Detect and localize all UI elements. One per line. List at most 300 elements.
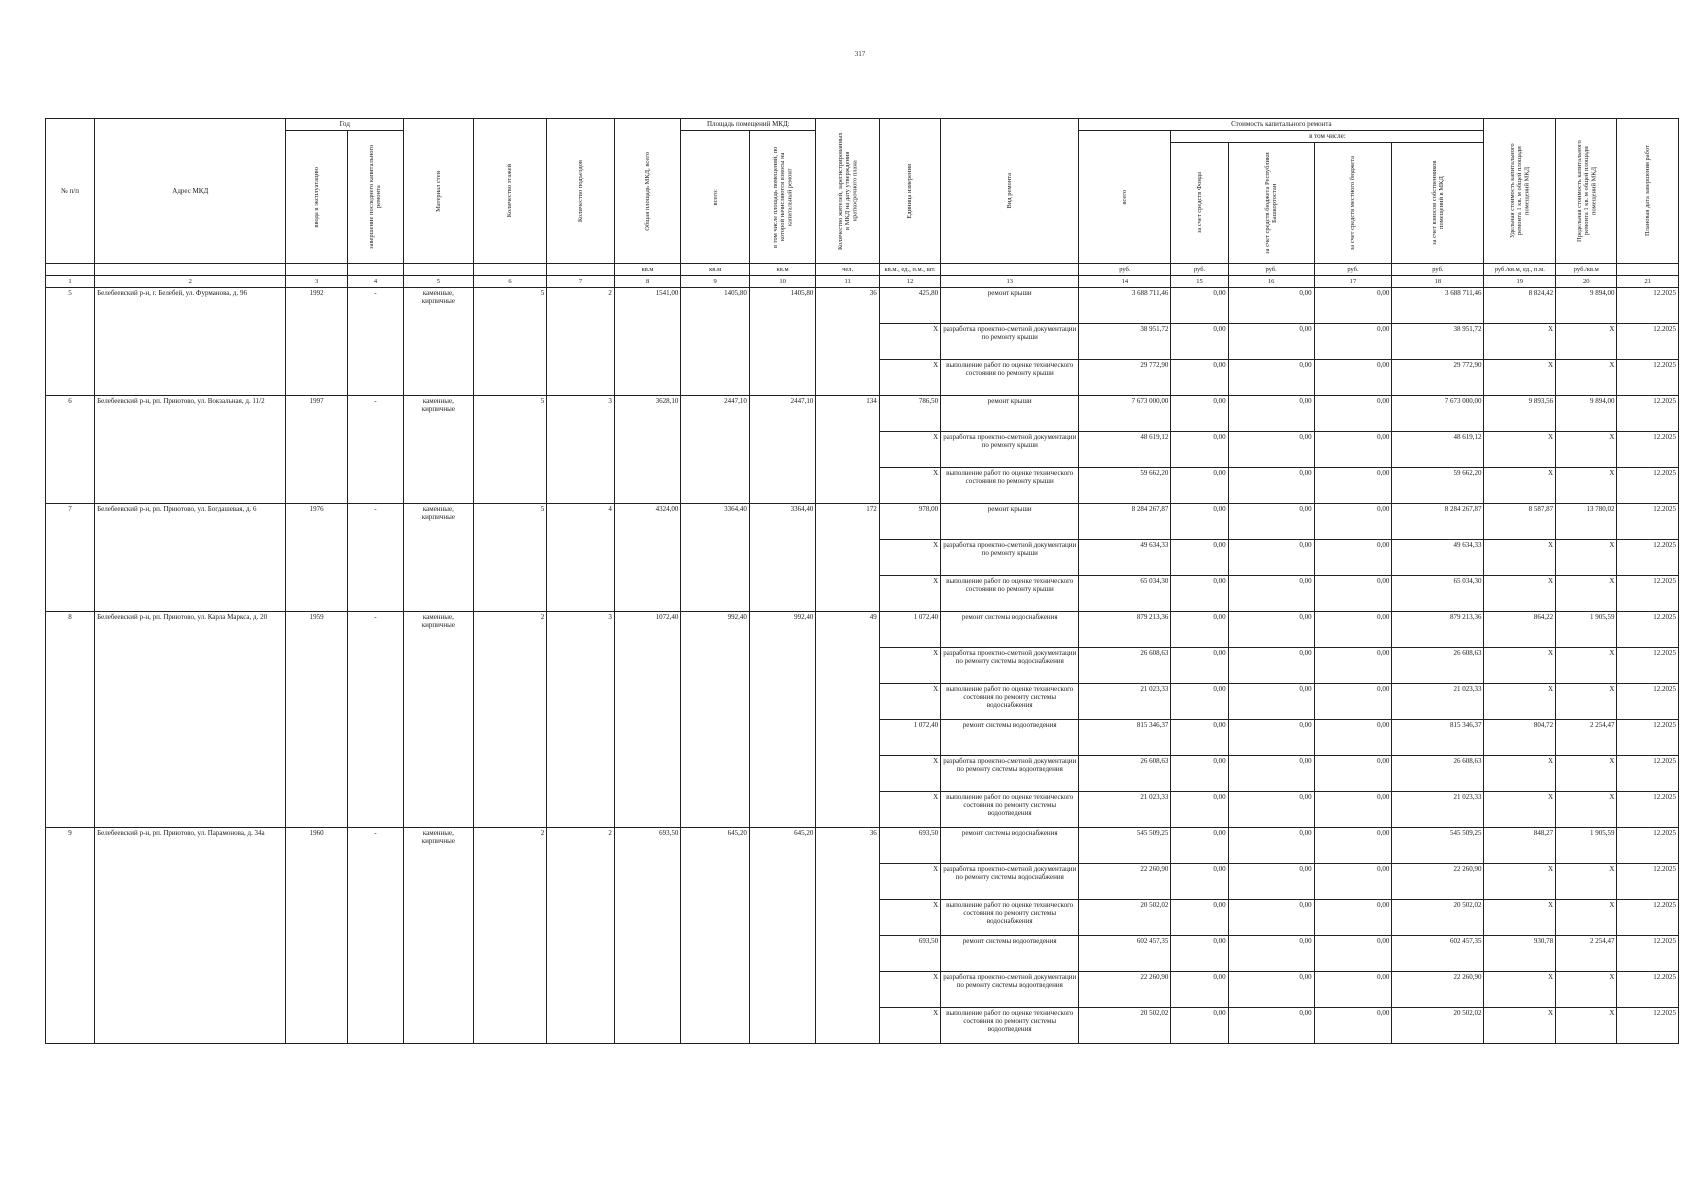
measure-value: X <box>879 972 940 1008</box>
limit-cost: X <box>1556 900 1617 936</box>
repair-type: выполнение работ по оценке технического состояния по ремонту системы водоотведения <box>941 792 1079 828</box>
unit-cell: чел. <box>816 264 879 276</box>
cost-total: 48 619,12 <box>1079 432 1171 468</box>
limit-cost: X <box>1556 972 1617 1008</box>
unit-cost: 8 587,87 <box>1484 504 1556 540</box>
header-wall-material <box>404 119 474 264</box>
repair-type: разработка проектно-сметной документации по ремонту крыши <box>941 540 1079 576</box>
unit-cell: кв.м <box>749 264 816 276</box>
header-cost-group: Стоимость капитального ремонта <box>1079 119 1484 131</box>
entrances-count: 2 <box>547 288 615 396</box>
header-no: № п/п <box>46 119 95 264</box>
repair-type: ремонт крыши <box>941 396 1079 432</box>
header-floors-text: Количество этажей <box>506 164 514 218</box>
header-premises-total <box>681 131 750 264</box>
unit-cell <box>473 264 547 276</box>
cost-local: 0,00 <box>1314 324 1392 360</box>
column-number-cell: 6 <box>473 276 547 288</box>
cost-total: 65 034,30 <box>1079 576 1171 612</box>
cost-owners: 602 457,35 <box>1392 936 1484 972</box>
cost-fund: 0,00 <box>1171 576 1228 612</box>
cost-owners: 22 260,90 <box>1392 864 1484 900</box>
header-limit-cost <box>1556 119 1617 264</box>
column-number-cell: 8 <box>614 276 681 288</box>
house-address: Белебеевский р-н, рп. Приютово, ул. Парамонова, д. 34а <box>95 828 286 1044</box>
repair-type: выполнение работ по оценке технического состояния по ремонту крыши <box>941 360 1079 396</box>
cost-total: 7 673 000,00 <box>1079 396 1171 432</box>
year-last-repair: - <box>347 396 403 504</box>
premises-area: 645,20 <box>681 828 750 1044</box>
cost-local: 0,00 <box>1314 828 1392 864</box>
page-number: 317 <box>854 50 866 58</box>
cost-fund: 0,00 <box>1171 684 1228 720</box>
cost-republic: 0,00 <box>1228 396 1314 432</box>
column-number-cell: 14 <box>1079 276 1171 288</box>
cost-owners: 65 034,30 <box>1392 576 1484 612</box>
cost-fund: 0,00 <box>1171 324 1228 360</box>
measure-value: X <box>879 324 940 360</box>
year-last-repair: - <box>347 612 403 828</box>
cost-local: 0,00 <box>1314 864 1392 900</box>
limit-cost: 1 905,59 <box>1556 828 1617 864</box>
unit-cost: X <box>1484 540 1556 576</box>
header-year-commission-text: ввода в эксплуатацию <box>313 166 321 228</box>
unit-cost: 930,78 <box>1484 936 1556 972</box>
entrances-count: 3 <box>547 612 615 828</box>
column-number-cell: 1 <box>46 276 95 288</box>
premises-repair-area: 992,40 <box>749 612 816 828</box>
deadline: 12.2025 <box>1617 756 1679 792</box>
total-area: 3628,10 <box>614 396 681 504</box>
deadline: 12.2025 <box>1617 396 1679 432</box>
cost-republic: 0,00 <box>1228 288 1314 324</box>
measure-value: 425,80 <box>879 288 940 324</box>
year-commission: 1976 <box>286 504 347 612</box>
cost-local: 0,00 <box>1314 288 1392 324</box>
limit-cost: 9 894,00 <box>1556 396 1617 432</box>
measure-value: X <box>879 864 940 900</box>
cost-fund: 0,00 <box>1171 828 1228 864</box>
cost-total: 22 260,90 <box>1079 972 1171 1008</box>
total-area: 4324,00 <box>614 504 681 612</box>
wall-material: каменные, кирпичные <box>404 828 474 1044</box>
column-number-cell: 18 <box>1392 276 1484 288</box>
cost-republic: 0,00 <box>1228 432 1314 468</box>
header-entrances <box>547 119 615 264</box>
repair-type: ремонт крыши <box>941 504 1079 540</box>
cost-total: 20 502,02 <box>1079 900 1171 936</box>
measure-value: 786,50 <box>879 396 940 432</box>
row-number: 5 <box>46 288 95 396</box>
column-number-cell: 7 <box>547 276 615 288</box>
floors-count: 2 <box>473 828 547 1044</box>
cost-fund: 0,00 <box>1171 648 1228 684</box>
row-number: 9 <box>46 828 95 1044</box>
premises-repair-area: 645,20 <box>749 828 816 1044</box>
cost-republic: 0,00 <box>1228 756 1314 792</box>
limit-cost: X <box>1556 360 1617 396</box>
measure-value: X <box>879 900 940 936</box>
repair-type: ремонт системы водоснабжения <box>941 828 1079 864</box>
deadline: 12.2025 <box>1617 972 1679 1008</box>
premises-area: 1405,80 <box>681 288 750 396</box>
unit-cost: 848,27 <box>1484 828 1556 864</box>
limit-cost: X <box>1556 324 1617 360</box>
header-measure-text: Единица измерения <box>906 163 914 219</box>
measure-value: 978,00 <box>879 504 940 540</box>
premises-repair-area: 1405,80 <box>749 288 816 396</box>
unit-cost: 8 824,42 <box>1484 288 1556 324</box>
table-row <box>46 612 1679 648</box>
total-area: 1541,00 <box>614 288 681 396</box>
header-total-area-text: Общая площадь МКД, всего <box>643 151 651 231</box>
unit-cost: X <box>1484 864 1556 900</box>
cost-republic: 0,00 <box>1228 576 1314 612</box>
unit-cell <box>347 264 403 276</box>
header-floors <box>473 119 547 264</box>
table-row <box>46 504 1679 540</box>
cost-total: 21 023,33 <box>1079 684 1171 720</box>
entrances-count: 2 <box>547 828 615 1044</box>
cost-total: 545 509,25 <box>1079 828 1171 864</box>
cost-fund: 0,00 <box>1171 432 1228 468</box>
measure-value: X <box>879 684 940 720</box>
repair-type: разработка проектно-сметной документации по ремонту системы водоснабжения <box>941 648 1079 684</box>
deadline: 12.2025 <box>1617 612 1679 648</box>
row-number: 6 <box>46 396 95 504</box>
deadline: 12.2025 <box>1617 900 1679 936</box>
table-row <box>46 828 1679 864</box>
residents-count: 36 <box>816 828 879 1044</box>
column-number-cell: 16 <box>1228 276 1314 288</box>
cost-fund: 0,00 <box>1171 936 1228 972</box>
repair-type: выполнение работ по оценке технического состояния по ремонту системы водоснабжения <box>941 684 1079 720</box>
unit-cost: X <box>1484 972 1556 1008</box>
repair-type: разработка проектно-сметной документации по ремонту крыши <box>941 432 1079 468</box>
limit-cost: X <box>1556 540 1617 576</box>
repair-type: выполнение работ по оценке технического состояния по ремонту крыши <box>941 468 1079 504</box>
cost-total: 26 608,63 <box>1079 756 1171 792</box>
cost-republic: 0,00 <box>1228 540 1314 576</box>
cost-fund: 0,00 <box>1171 504 1228 540</box>
header-cost-local <box>1314 143 1392 264</box>
year-commission: 1960 <box>286 828 347 1044</box>
year-last-repair: - <box>347 288 403 396</box>
limit-cost: X <box>1556 756 1617 792</box>
header-residents <box>816 119 879 264</box>
wall-material: каменные, кирпичные <box>404 288 474 396</box>
unit-cost: X <box>1484 1008 1556 1044</box>
cost-republic: 0,00 <box>1228 936 1314 972</box>
cost-owners: 545 509,25 <box>1392 828 1484 864</box>
header-cost-owners <box>1392 143 1484 264</box>
column-number-cell: 11 <box>816 276 879 288</box>
unit-cell: руб. <box>1079 264 1171 276</box>
limit-cost: X <box>1556 864 1617 900</box>
unit-cell: руб. <box>1171 264 1228 276</box>
header-repair-type <box>941 119 1079 264</box>
cost-owners: 7 673 000,00 <box>1392 396 1484 432</box>
cost-republic: 0,00 <box>1228 612 1314 648</box>
unit-cell <box>46 264 95 276</box>
units-row <box>46 264 1679 276</box>
cost-local: 0,00 <box>1314 792 1392 828</box>
unit-cost: X <box>1484 576 1556 612</box>
measure-value: 1 072,40 <box>879 612 940 648</box>
limit-cost: 9 894,00 <box>1556 288 1617 324</box>
unit-cost: X <box>1484 468 1556 504</box>
cost-owners: 8 284 267,87 <box>1392 504 1484 540</box>
cost-total: 815 346,37 <box>1079 720 1171 756</box>
unit-cell: кв.м <box>681 264 750 276</box>
cost-total: 21 023,33 <box>1079 792 1171 828</box>
measure-value: 1 072,40 <box>879 720 940 756</box>
premises-area: 992,40 <box>681 612 750 828</box>
deadline: 12.2025 <box>1617 324 1679 360</box>
header-including: в том числе: <box>1171 131 1484 143</box>
cost-local: 0,00 <box>1314 756 1392 792</box>
year-commission: 1992 <box>286 288 347 396</box>
column-numbers-row <box>46 276 1679 288</box>
column-number-cell: 13 <box>941 276 1079 288</box>
deadline: 12.2025 <box>1617 1008 1679 1044</box>
limit-cost: 2 254,47 <box>1556 936 1617 972</box>
house-address: Белебеевский р-н, рп. Приютово, ул. Богдашевая, д. 6 <box>95 504 286 612</box>
year-commission: 1997 <box>286 396 347 504</box>
cost-fund: 0,00 <box>1171 396 1228 432</box>
header-cost-owners-text: за счет взносов собственников помещений в МКД <box>1430 160 1445 246</box>
measure-value: X <box>879 756 940 792</box>
column-number-cell: 17 <box>1314 276 1392 288</box>
unit-cost: 864,22 <box>1484 612 1556 648</box>
cost-owners: 879 213,36 <box>1392 612 1484 648</box>
cost-owners: 29 772,90 <box>1392 360 1484 396</box>
house-address: Белебеевский р-н, рп. Приютово, ул. Карла Маркса, д. 20 <box>95 612 286 828</box>
header-address: Адрес МКД <box>95 119 286 264</box>
column-number-cell: 19 <box>1484 276 1556 288</box>
measure-value: X <box>879 648 940 684</box>
unit-cost: 9 893,56 <box>1484 396 1556 432</box>
floors-count: 5 <box>473 288 547 396</box>
header-entrances-text: Количество подъездов <box>576 159 584 223</box>
cost-local: 0,00 <box>1314 504 1392 540</box>
cost-owners: 20 502,02 <box>1392 900 1484 936</box>
cost-local: 0,00 <box>1314 396 1392 432</box>
entrances-count: 4 <box>547 504 615 612</box>
cost-local: 0,00 <box>1314 360 1392 396</box>
column-number-cell: 10 <box>749 276 816 288</box>
unit-cell: кв.м <box>614 264 681 276</box>
deadline: 12.2025 <box>1617 792 1679 828</box>
header-measure <box>879 119 940 264</box>
cost-owners: 20 502,02 <box>1392 1008 1484 1044</box>
column-number-cell: 4 <box>347 276 403 288</box>
header-premises-total-text: всего: <box>711 188 719 206</box>
header-year-last-repair <box>347 131 403 264</box>
cost-republic: 0,00 <box>1228 900 1314 936</box>
column-number-cell: 9 <box>681 276 750 288</box>
cost-republic: 0,00 <box>1228 504 1314 540</box>
premises-area: 2447,10 <box>681 396 750 504</box>
measure-value: X <box>879 432 940 468</box>
unit-cell <box>1617 264 1679 276</box>
limit-cost: X <box>1556 792 1617 828</box>
total-area: 1072,40 <box>614 612 681 828</box>
measure-value: X <box>879 576 940 612</box>
cost-owners: 22 260,90 <box>1392 972 1484 1008</box>
header-limit-cost-text: Предельная стоимость капитального ремонта 1 кв. м общей площади помещений МКД <box>1575 140 1597 242</box>
unit-cell: руб./кв.м <box>1556 264 1617 276</box>
cost-owners: 21 023,33 <box>1392 684 1484 720</box>
measure-value: X <box>879 360 940 396</box>
cost-owners: 3 688 711,46 <box>1392 288 1484 324</box>
cost-local: 0,00 <box>1314 576 1392 612</box>
cost-total: 20 502,02 <box>1079 1008 1171 1044</box>
header-cost-republic-text: за счет средств бюджета Республики Башкортостан <box>1263 152 1279 254</box>
cost-owners: 26 608,63 <box>1392 756 1484 792</box>
cost-republic: 0,00 <box>1228 648 1314 684</box>
cost-total: 8 284 267,87 <box>1079 504 1171 540</box>
column-number-cell: 20 <box>1556 276 1617 288</box>
unit-cell: руб. <box>1228 264 1314 276</box>
floors-count: 2 <box>473 612 547 828</box>
limit-cost: X <box>1556 1008 1617 1044</box>
cost-owners: 49 634,33 <box>1392 540 1484 576</box>
header-cost-total <box>1079 131 1171 264</box>
house-address: Белебеевский р-н, рп. Приютово, ул. Вокзальная, д. 11/2 <box>95 396 286 504</box>
deadline: 12.2025 <box>1617 504 1679 540</box>
header-premises-repair <box>749 131 816 264</box>
header-deadline-text: Плановая дата завершения работ <box>1644 145 1652 237</box>
year-last-repair: - <box>347 828 403 1044</box>
deadline: 12.2025 <box>1617 864 1679 900</box>
cost-total: 49 634,33 <box>1079 540 1171 576</box>
header-year-commission <box>286 131 347 264</box>
deadline: 12.2025 <box>1617 936 1679 972</box>
repair-type: разработка проектно-сметной документации по ремонту системы водоотведения <box>941 972 1079 1008</box>
cost-republic: 0,00 <box>1228 720 1314 756</box>
repair-type: ремонт системы водоотведения <box>941 936 1079 972</box>
limit-cost: X <box>1556 684 1617 720</box>
header-premises-repair-text: в том числе площадь помещений, по которой начисляются взносы на капитальный ремонт <box>771 146 794 248</box>
cost-total: 29 772,90 <box>1079 360 1171 396</box>
unit-cell: руб. <box>1314 264 1392 276</box>
header-cost-fund-text: за счет средств Фонда <box>1195 172 1203 234</box>
table-row <box>46 396 1679 432</box>
entrances-count: 3 <box>547 396 615 504</box>
column-number-cell: 2 <box>95 276 286 288</box>
year-last-repair: - <box>347 504 403 612</box>
cost-republic: 0,00 <box>1228 468 1314 504</box>
cost-republic: 0,00 <box>1228 972 1314 1008</box>
cost-local: 0,00 <box>1314 540 1392 576</box>
unit-cell: руб. <box>1392 264 1484 276</box>
cost-republic: 0,00 <box>1228 828 1314 864</box>
unit-cell: кв.м., ед., п.м., шт. <box>879 264 940 276</box>
residents-count: 134 <box>816 396 879 504</box>
header-cost-total-text: всего <box>1121 189 1129 205</box>
cost-local: 0,00 <box>1314 648 1392 684</box>
unit-cell <box>286 264 347 276</box>
unit-cell <box>404 264 474 276</box>
cost-owners: 59 662,20 <box>1392 468 1484 504</box>
repair-type: разработка проектно-сметной документации по ремонту системы водоснабжения <box>941 864 1079 900</box>
unit-cost: X <box>1484 756 1556 792</box>
cost-owners: 48 619,12 <box>1392 432 1484 468</box>
repair-type: разработка проектно-сметной документации по ремонту крыши <box>941 324 1079 360</box>
column-number-cell: 21 <box>1617 276 1679 288</box>
cost-fund: 0,00 <box>1171 864 1228 900</box>
unit-cost: X <box>1484 684 1556 720</box>
cost-local: 0,00 <box>1314 900 1392 936</box>
cost-total: 602 457,35 <box>1079 936 1171 972</box>
cost-local: 0,00 <box>1314 936 1392 972</box>
cost-local: 0,00 <box>1314 720 1392 756</box>
cost-local: 0,00 <box>1314 684 1392 720</box>
premises-area: 3364,40 <box>681 504 750 612</box>
cost-local: 0,00 <box>1314 432 1392 468</box>
repair-type: ремонт системы водоотведения <box>941 720 1079 756</box>
wall-material: каменные, кирпичные <box>404 504 474 612</box>
unit-cost: X <box>1484 360 1556 396</box>
cost-owners: 38 951,72 <box>1392 324 1484 360</box>
header-cost-local-text: за счет средств местного бюджета <box>1349 155 1357 251</box>
cost-fund: 0,00 <box>1171 1008 1228 1044</box>
cost-fund: 0,00 <box>1171 468 1228 504</box>
unit-cost: X <box>1484 324 1556 360</box>
cost-total: 3 688 711,46 <box>1079 288 1171 324</box>
header-deadline <box>1617 119 1679 264</box>
year-commission: 1959 <box>286 612 347 828</box>
limit-cost: 2 254,47 <box>1556 720 1617 756</box>
header-cost-republic <box>1228 143 1314 264</box>
wall-material: каменные, кирпичные <box>404 612 474 828</box>
header-unit-cost-text: Удельная стоимость капитального ремонта 1 кв. м общей площади помещений МКД <box>1509 143 1531 239</box>
limit-cost: 13 780,02 <box>1556 504 1617 540</box>
deadline: 12.2025 <box>1617 576 1679 612</box>
cost-owners: 815 346,37 <box>1392 720 1484 756</box>
cost-republic: 0,00 <box>1228 360 1314 396</box>
house-address: Белебеевский р-н, г. Белебей, ул. Фурманова, д. 96 <box>95 288 286 396</box>
column-number-cell: 5 <box>404 276 474 288</box>
cost-total: 879 213,36 <box>1079 612 1171 648</box>
limit-cost: 1 905,59 <box>1556 612 1617 648</box>
unit-cost: X <box>1484 648 1556 684</box>
repair-type: выполнение работ по оценке технического состояния по ремонту системы водоотведения <box>941 1008 1079 1044</box>
premises-repair-area: 2447,10 <box>749 396 816 504</box>
cost-fund: 0,00 <box>1171 972 1228 1008</box>
header-cost-fund <box>1171 143 1228 264</box>
cost-fund: 0,00 <box>1171 756 1228 792</box>
header-premises-group: Площадь помещений МКД: <box>681 119 816 131</box>
residents-count: 36 <box>816 288 879 396</box>
limit-cost: X <box>1556 648 1617 684</box>
cost-republic: 0,00 <box>1228 684 1314 720</box>
cost-republic: 0,00 <box>1228 1008 1314 1044</box>
limit-cost: X <box>1556 576 1617 612</box>
premises-repair-area: 3364,40 <box>749 504 816 612</box>
unit-cell <box>547 264 615 276</box>
row-number: 8 <box>46 612 95 828</box>
header-year-group: Год <box>286 119 404 131</box>
cost-fund: 0,00 <box>1171 720 1228 756</box>
cost-republic: 0,00 <box>1228 324 1314 360</box>
cost-fund: 0,00 <box>1171 540 1228 576</box>
unit-cost: 804,72 <box>1484 720 1556 756</box>
unit-cost: X <box>1484 432 1556 468</box>
cost-local: 0,00 <box>1314 972 1392 1008</box>
repair-type: разработка проектно-сметной документации по ремонту системы водоотведения <box>941 756 1079 792</box>
